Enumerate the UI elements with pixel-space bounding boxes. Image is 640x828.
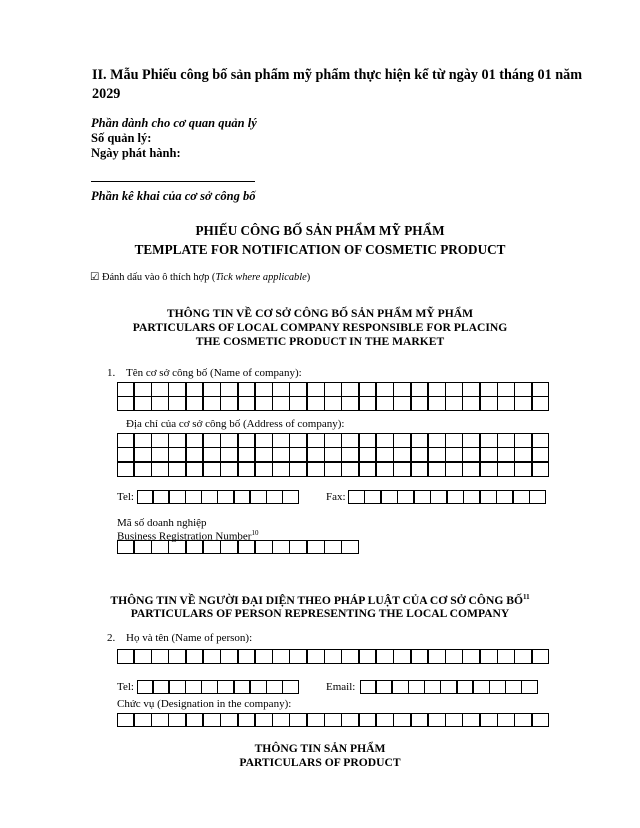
entry-box[interactable] <box>203 382 221 397</box>
entry-box[interactable] <box>341 713 359 728</box>
entry-box[interactable] <box>505 680 522 695</box>
entry-box[interactable] <box>497 447 515 462</box>
entry-box[interactable] <box>430 490 447 505</box>
entry-box[interactable] <box>514 713 532 728</box>
entry-box[interactable] <box>272 462 290 477</box>
entry-box[interactable] <box>220 649 238 665</box>
entry-box[interactable] <box>186 382 204 397</box>
entry-box[interactable] <box>238 462 256 477</box>
entry-box[interactable] <box>255 649 273 665</box>
entry-box[interactable] <box>445 649 463 665</box>
entry-box[interactable] <box>324 649 342 665</box>
entry-box[interactable] <box>428 713 446 728</box>
entry-box[interactable] <box>250 680 267 695</box>
entry-box[interactable] <box>203 649 221 665</box>
entry-box[interactable] <box>359 396 377 411</box>
entry-box[interactable] <box>445 462 463 477</box>
entry-box[interactable] <box>428 382 446 397</box>
entry-box[interactable] <box>255 462 273 477</box>
entry-box[interactable] <box>255 447 273 462</box>
entry-box[interactable] <box>186 540 204 555</box>
entry-box[interactable] <box>480 649 498 665</box>
entry-box[interactable] <box>359 462 377 477</box>
entry-box[interactable] <box>514 447 532 462</box>
entry-box[interactable] <box>489 680 506 695</box>
entry-box[interactable] <box>117 462 135 477</box>
entry-box[interactable] <box>117 447 135 462</box>
entry-box[interactable] <box>324 433 342 448</box>
entry-box[interactable] <box>117 649 135 665</box>
entry-box[interactable] <box>238 447 256 462</box>
person-email-label: Email: <box>326 681 356 693</box>
entry-box[interactable] <box>238 396 256 411</box>
entry-box[interactable] <box>411 649 429 665</box>
entry-box[interactable] <box>255 396 273 411</box>
entry-box[interactable] <box>411 433 429 448</box>
entry-box[interactable] <box>411 382 429 397</box>
person-tel-boxes[interactable] <box>137 680 299 694</box>
entry-box[interactable] <box>168 382 186 397</box>
entry-box[interactable] <box>393 433 411 448</box>
entry-box[interactable] <box>289 462 307 477</box>
entry-box[interactable] <box>392 680 409 695</box>
entry-box[interactable] <box>238 540 256 555</box>
entry-box[interactable] <box>514 382 532 397</box>
entry-box[interactable] <box>282 490 299 505</box>
form-title-en: TEMPLATE FOR NOTIFICATION OF COSMETIC PRODUCT <box>134 242 506 257</box>
entry-box[interactable] <box>359 649 377 665</box>
entry-box[interactable] <box>393 713 411 728</box>
company-name-boxes[interactable] <box>117 382 549 411</box>
entry-box[interactable] <box>272 713 290 728</box>
entry-box[interactable] <box>497 649 515 665</box>
entry-box[interactable] <box>496 490 513 505</box>
tick-note-close: ) <box>306 272 311 283</box>
entry-box[interactable] <box>220 713 238 728</box>
entry-box[interactable] <box>203 540 221 555</box>
entry-box[interactable] <box>169 680 186 695</box>
entry-box[interactable] <box>532 649 550 665</box>
entry-box[interactable] <box>151 433 169 448</box>
entry-box[interactable] <box>117 433 135 448</box>
entry-box[interactable] <box>307 382 325 397</box>
entry-box[interactable] <box>203 396 221 411</box>
separator-rule <box>91 181 255 182</box>
entry-box[interactable] <box>440 680 457 695</box>
entry-box[interactable] <box>185 680 202 695</box>
entry-box[interactable] <box>307 396 325 411</box>
entry-box[interactable] <box>364 490 381 505</box>
entry-box[interactable] <box>462 447 480 462</box>
entry-box[interactable] <box>117 382 135 397</box>
business-reg-boxes[interactable] <box>117 540 359 554</box>
entry-box[interactable] <box>462 462 480 477</box>
entry-box[interactable] <box>220 447 238 462</box>
entry-box[interactable] <box>134 462 152 477</box>
company-fax-boxes[interactable] <box>348 490 546 504</box>
entry-box[interactable] <box>424 680 441 695</box>
product-section-title-en: PARTICULARS OF PRODUCT <box>239 756 401 769</box>
entry-box[interactable] <box>134 382 152 397</box>
entry-box[interactable] <box>307 540 325 555</box>
entry-box[interactable] <box>234 680 251 695</box>
entry-box[interactable] <box>220 396 238 411</box>
entry-box[interactable] <box>117 540 135 555</box>
entry-box[interactable] <box>480 433 498 448</box>
entry-box[interactable] <box>359 382 377 397</box>
entry-box[interactable] <box>201 680 218 695</box>
entry-box[interactable] <box>169 490 186 505</box>
entry-box[interactable] <box>497 396 515 411</box>
entry-box[interactable] <box>445 382 463 397</box>
entry-box[interactable] <box>186 462 204 477</box>
entry-box[interactable] <box>151 713 169 728</box>
entry-box[interactable] <box>153 680 170 695</box>
business-reg-label-text: Business Registration Number <box>117 530 252 543</box>
entry-box[interactable] <box>289 649 307 665</box>
entry-box[interactable] <box>532 713 550 728</box>
entry-box[interactable] <box>238 649 256 665</box>
entry-box[interactable] <box>307 447 325 462</box>
entry-box[interactable] <box>220 433 238 448</box>
entry-box[interactable] <box>376 462 394 477</box>
entry-box[interactable] <box>168 713 186 728</box>
entry-box[interactable] <box>360 680 377 695</box>
entry-box[interactable] <box>529 490 546 505</box>
item-number-2: 2. <box>107 632 116 644</box>
company-section-title-en-1: PARTICULARS OF LOCAL COMPANY RESPONSIBLE FOR PLACING <box>132 321 508 334</box>
entry-box[interactable] <box>457 680 474 695</box>
entry-box[interactable] <box>186 396 204 411</box>
person-section-title-text: THÔNG TIN VỀ NGƯỜI ĐẠI DIỆN THEO PHÁP LUẬT CỦA CƠ SỞ CÔNG BỐ <box>110 593 523 607</box>
entry-box[interactable] <box>376 680 393 695</box>
entry-box[interactable] <box>428 396 446 411</box>
entry-box[interactable] <box>137 680 154 695</box>
person-tel-label: Tel: <box>117 681 134 693</box>
entry-box[interactable] <box>497 462 515 477</box>
person-name-boxes[interactable] <box>117 649 549 664</box>
entry-box[interactable] <box>411 396 429 411</box>
entry-box[interactable] <box>445 396 463 411</box>
entry-box[interactable] <box>445 447 463 462</box>
item-number-1: 1. <box>107 367 116 379</box>
entry-box[interactable] <box>393 382 411 397</box>
entry-box[interactable] <box>134 540 152 555</box>
entry-box[interactable] <box>376 649 394 665</box>
person-name-label: Họ và tên (Name of person): <box>126 632 253 644</box>
entry-box[interactable] <box>480 382 498 397</box>
entry-box[interactable] <box>220 382 238 397</box>
entry-box[interactable] <box>376 382 394 397</box>
entry-box[interactable] <box>411 447 429 462</box>
entry-box[interactable] <box>462 396 480 411</box>
entry-box[interactable] <box>497 382 515 397</box>
person-email-boxes[interactable] <box>360 680 538 694</box>
entry-box[interactable] <box>186 433 204 448</box>
entry-box[interactable] <box>255 540 273 555</box>
entry-box[interactable] <box>324 396 342 411</box>
entry-box[interactable] <box>376 433 394 448</box>
company-address-label: Địa chỉ của cơ sở công bố (Address of company): <box>126 418 345 430</box>
entry-box[interactable] <box>414 490 431 505</box>
entry-box[interactable] <box>428 433 446 448</box>
entry-box[interactable] <box>428 447 446 462</box>
entry-box[interactable] <box>168 540 186 555</box>
designation-boxes[interactable] <box>117 713 549 727</box>
entry-box[interactable] <box>324 462 342 477</box>
entry-box[interactable] <box>480 396 498 411</box>
entry-box[interactable] <box>151 447 169 462</box>
entry-box[interactable] <box>272 540 290 555</box>
tick-note-italic: Tick where applicable <box>215 272 307 283</box>
entry-box[interactable] <box>217 680 234 695</box>
entry-box[interactable] <box>497 713 515 728</box>
entry-box[interactable] <box>289 396 307 411</box>
entry-box[interactable] <box>359 433 377 448</box>
entry-box[interactable] <box>151 649 169 665</box>
entry-box[interactable] <box>151 396 169 411</box>
entry-box[interactable] <box>250 490 267 505</box>
entry-box[interactable] <box>168 462 186 477</box>
entry-box[interactable] <box>272 649 290 665</box>
entry-box[interactable] <box>307 649 325 665</box>
entry-box[interactable] <box>203 447 221 462</box>
tick-note <box>90 271 310 283</box>
entry-box[interactable] <box>153 490 170 505</box>
footnote-11: 11 <box>523 593 530 601</box>
entry-box[interactable] <box>521 680 538 695</box>
entry-box[interactable] <box>473 680 490 695</box>
person-section-title-vi <box>0 593 640 607</box>
entry-box[interactable] <box>341 540 359 555</box>
entry-box[interactable] <box>462 433 480 448</box>
form-title-vi: PHIẾU CÔNG BỐ SẢN PHẨM MỸ PHẨM <box>195 223 445 238</box>
entry-box[interactable] <box>462 713 480 728</box>
entry-box[interactable] <box>341 462 359 477</box>
entry-box[interactable] <box>186 713 204 728</box>
entry-box[interactable] <box>255 433 273 448</box>
entry-box[interactable] <box>532 396 550 411</box>
company-tel-boxes[interactable] <box>137 490 299 504</box>
entry-box[interactable] <box>134 649 152 665</box>
entry-box[interactable] <box>393 447 411 462</box>
entry-box[interactable] <box>445 713 463 728</box>
business-reg-label-vi: Mã số doanh nghiệp <box>117 517 207 529</box>
entry-box[interactable] <box>289 382 307 397</box>
authority-section-label: Phần dành cho cơ quan quản lý <box>91 116 257 130</box>
entry-box[interactable] <box>238 713 256 728</box>
entry-box[interactable] <box>514 649 532 665</box>
entry-box[interactable] <box>514 462 532 477</box>
entry-box[interactable] <box>234 490 251 505</box>
company-name-label: Tên cơ sở công bố (Name of company): <box>126 367 302 379</box>
entry-box[interactable] <box>341 447 359 462</box>
entry-box[interactable] <box>497 433 515 448</box>
entry-box[interactable] <box>324 447 342 462</box>
declaration-label: Phần kê khai của cơ sở công bố <box>91 189 256 203</box>
entry-box[interactable] <box>532 462 550 477</box>
checkbox-icon: ☑ <box>90 272 100 283</box>
entry-box[interactable] <box>381 490 398 505</box>
entry-box[interactable] <box>266 680 283 695</box>
entry-box[interactable] <box>117 713 135 728</box>
entry-box[interactable] <box>376 713 394 728</box>
entry-box[interactable] <box>272 433 290 448</box>
entry-box[interactable] <box>463 490 480 505</box>
tick-note-text: Đánh dấu vào ô thích hợp ( <box>101 272 216 283</box>
person-section-title-en: PARTICULARS OF PERSON REPRESENTING THE LOCAL COMPANY <box>130 607 510 620</box>
main-heading: II. Mẫu Phiếu công bố sản phẩm mỹ phẩm thực hiện kể từ ngày 01 tháng 01 năm 2029 <box>92 67 583 102</box>
entry-box[interactable] <box>151 382 169 397</box>
entry-box[interactable] <box>272 447 290 462</box>
entry-box[interactable] <box>341 396 359 411</box>
footnote-10: 10 <box>251 529 259 537</box>
entry-box[interactable] <box>186 649 204 665</box>
entry-box[interactable] <box>393 396 411 411</box>
entry-box[interactable] <box>376 447 394 462</box>
entry-box[interactable] <box>134 396 152 411</box>
entry-box[interactable] <box>428 649 446 665</box>
entry-box[interactable] <box>289 447 307 462</box>
entry-box[interactable] <box>289 433 307 448</box>
entry-box[interactable] <box>151 540 169 555</box>
entry-box[interactable] <box>408 680 425 695</box>
entry-box[interactable] <box>238 433 256 448</box>
entry-box[interactable] <box>168 649 186 665</box>
product-section-title-vi: THÔNG TIN SẢN PHẨM <box>254 742 386 755</box>
entry-box[interactable] <box>255 382 273 397</box>
entry-box[interactable] <box>393 649 411 665</box>
entry-box[interactable] <box>462 649 480 665</box>
entry-box[interactable] <box>324 382 342 397</box>
entry-box[interactable] <box>480 462 498 477</box>
entry-box[interactable] <box>462 382 480 397</box>
entry-box[interactable] <box>480 447 498 462</box>
company-section-title-vi: THÔNG TIN VỀ CƠ SỞ CÔNG BỐ SẢN PHẨM MỸ PHẨM <box>166 307 474 320</box>
entry-box[interactable] <box>134 713 152 728</box>
entry-box[interactable] <box>307 462 325 477</box>
entry-box[interactable] <box>203 433 221 448</box>
designation-label: Chức vụ (Designation in the company): <box>117 698 292 710</box>
company-address-boxes[interactable] <box>117 433 549 477</box>
company-fax-label: Fax: <box>326 491 346 503</box>
entry-box[interactable] <box>532 433 550 448</box>
entry-box[interactable] <box>514 433 532 448</box>
entry-box[interactable] <box>137 490 154 505</box>
entry-box[interactable] <box>445 433 463 448</box>
entry-box[interactable] <box>134 433 152 448</box>
entry-box[interactable] <box>348 490 365 505</box>
entry-box[interactable] <box>117 396 135 411</box>
entry-box[interactable] <box>480 490 497 505</box>
entry-box[interactable] <box>514 396 532 411</box>
entry-box[interactable] <box>480 713 498 728</box>
entry-box[interactable] <box>532 447 550 462</box>
entry-box[interactable] <box>411 713 429 728</box>
entry-box[interactable] <box>359 713 377 728</box>
entry-box[interactable] <box>201 490 218 505</box>
company-tel-label: Tel: <box>117 491 134 503</box>
management-number-label: Số quản lý: <box>91 131 152 145</box>
entry-box[interactable] <box>411 462 429 477</box>
entry-box[interactable] <box>238 382 256 397</box>
entry-box[interactable] <box>359 447 377 462</box>
entry-box[interactable] <box>272 396 290 411</box>
entry-box[interactable] <box>185 490 202 505</box>
entry-box[interactable] <box>513 490 530 505</box>
entry-box[interactable] <box>168 433 186 448</box>
entry-box[interactable] <box>341 382 359 397</box>
entry-box[interactable] <box>220 462 238 477</box>
entry-box[interactable] <box>307 713 325 728</box>
entry-box[interactable] <box>168 447 186 462</box>
entry-box[interactable] <box>324 713 342 728</box>
entry-box[interactable] <box>428 462 446 477</box>
entry-box[interactable] <box>220 540 238 555</box>
entry-box[interactable] <box>217 490 234 505</box>
entry-box[interactable] <box>151 462 169 477</box>
entry-box[interactable] <box>393 462 411 477</box>
issue-date-label: Ngày phát hành: <box>91 146 181 160</box>
entry-box[interactable] <box>186 447 204 462</box>
entry-box[interactable] <box>341 433 359 448</box>
entry-box[interactable] <box>289 713 307 728</box>
company-section-title-en-2: THE COSMETIC PRODUCT IN THE MARKET <box>195 335 445 348</box>
entry-box[interactable] <box>376 396 394 411</box>
entry-box[interactable] <box>282 680 299 695</box>
entry-box[interactable] <box>272 382 290 397</box>
entry-box[interactable] <box>324 540 342 555</box>
entry-box[interactable] <box>307 433 325 448</box>
entry-box[interactable] <box>289 540 307 555</box>
entry-box[interactable] <box>203 462 221 477</box>
entry-box[interactable] <box>397 490 414 505</box>
entry-box[interactable] <box>266 490 283 505</box>
entry-box[interactable] <box>532 382 550 397</box>
entry-box[interactable] <box>134 447 152 462</box>
entry-box[interactable] <box>341 649 359 665</box>
entry-box[interactable] <box>255 713 273 728</box>
entry-box[interactable] <box>168 396 186 411</box>
entry-box[interactable] <box>203 713 221 728</box>
entry-box[interactable] <box>447 490 464 505</box>
